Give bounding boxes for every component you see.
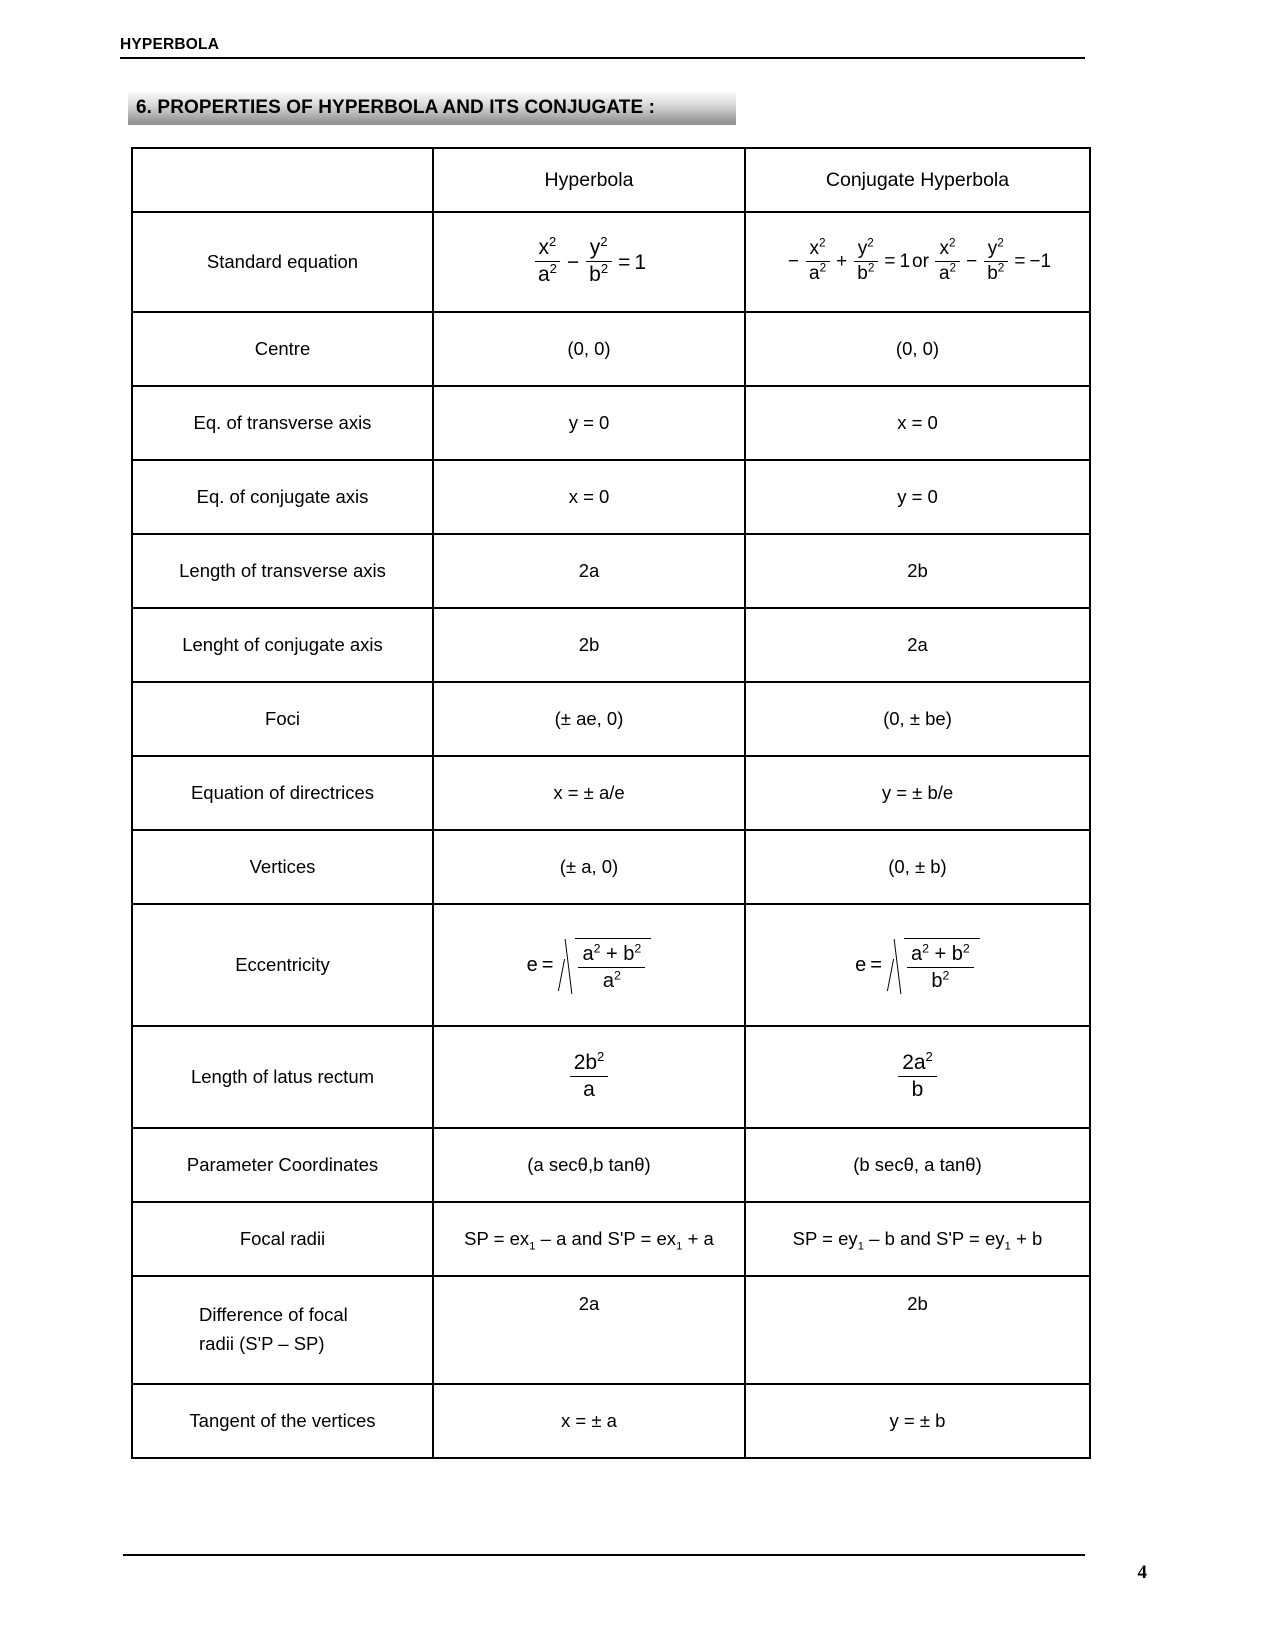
cell-conjugate-vertices: (0, ± b)	[745, 830, 1090, 904]
cell-conjugate-eq-transverse-axis: x = 0	[745, 386, 1090, 460]
row-label-equation-of-directrices: Equation of directrices	[132, 756, 433, 830]
table-row	[132, 1276, 1090, 1384]
cell-hyperbola-equation-of-directrices: x = ± a/e	[433, 756, 745, 830]
cell-conjugate-length-conjugate-axis: 2a	[745, 608, 1090, 682]
table-row	[132, 534, 1090, 608]
table-row	[132, 212, 1090, 312]
section-heading-text: 6. PROPERTIES OF HYPERBOLA AND ITS CONJUGATE :	[136, 97, 656, 118]
cell-conjugate-focal-radii: SP = $ey_1$ – b and $S'P = ey_1 + b$	[745, 1202, 1090, 1276]
cell-conjugate-equation-of-directrices: y = ± b/e	[745, 756, 1090, 830]
cell-conjugate-tangent-of-the-vertices: y = ± b	[745, 1384, 1090, 1458]
row-label-foci: Foci	[132, 682, 433, 756]
table-row	[132, 904, 1090, 1026]
cell-conjugate-centre: (0, 0)	[745, 312, 1090, 386]
row-label-line-2: radii (S'P – SP)	[199, 1333, 325, 1354]
section-heading-banner	[128, 91, 736, 125]
row-label-standard-equation: Standard equation	[132, 212, 433, 312]
table-row	[132, 682, 1090, 756]
cell-hyperbola-eccentricity: e = $\frac{a^2 + b^2}{a^2}$	[433, 904, 745, 1026]
table-row	[132, 460, 1090, 534]
document-running-header	[120, 36, 1085, 59]
row-label-eq-transverse-axis: Eq. of transverse axis	[132, 386, 433, 460]
cell-hyperbola-tangent-of-the-vertices: x = ± a	[433, 1384, 745, 1458]
row-label-difference-of-focal-radii	[132, 1276, 433, 1384]
cell-conjugate-difference-of-focal-radii: 2b	[745, 1276, 1090, 1384]
table-row	[132, 312, 1090, 386]
cell-conjugate-eccentricity: e = $\frac{a^2 + b^2}{b^2}$	[745, 904, 1090, 1026]
cell-conjugate-standard-equation: − $\frac{x^2}{a^2}$ + $\frac{y^2}{b^2}$ = 1 or $\frac{x^2}{a^2}$ − $\frac{y^2}{b^2}$ = −1	[745, 212, 1090, 312]
running-header-title: HYPERBOLA	[120, 36, 220, 53]
row-label-tangent-of-the-vertices: Tangent of the vertices	[132, 1384, 433, 1458]
table-row	[132, 756, 1090, 830]
row-label-focal-radii: Focal radii	[132, 1202, 433, 1276]
cell-hyperbola-standard-equation: $\frac{x^2}{a^2}$ − $\frac{y^2}{b^2}$ = 1	[433, 212, 745, 312]
hyperbola-properties-table	[131, 147, 1091, 1459]
table-row	[132, 830, 1090, 904]
row-label-eq-conjugate-axis: Eq. of conjugate axis	[132, 460, 433, 534]
table-header-row	[132, 148, 1090, 212]
row-label-parameter-coordinates: Parameter Coordinates	[132, 1128, 433, 1202]
cell-hyperbola-vertices: (± a, 0)	[433, 830, 745, 904]
cell-hyperbola-eq-conjugate-axis: x = 0	[433, 460, 745, 534]
cell-conjugate-length-latus-rectum: $\frac{2a^2}{b}$	[745, 1026, 1090, 1128]
row-label-length-conjugate-axis: Lenght of conjugate axis	[132, 608, 433, 682]
table-header-hyperbola: Hyperbola	[433, 148, 745, 212]
cell-hyperbola-length-conjugate-axis: 2b	[433, 608, 745, 682]
cell-hyperbola-parameter-coordinates: (a secθ,b tanθ)	[433, 1128, 745, 1202]
cell-hyperbola-length-transverse-axis: 2a	[433, 534, 745, 608]
table-header-blank	[132, 148, 433, 212]
cell-hyperbola-centre: (0, 0)	[433, 312, 745, 386]
cell-hyperbola-focal-radii: SP = $ex_1$ – a and $S'P = ex_1 + a$	[433, 1202, 745, 1276]
row-label-length-latus-rectum: Length of latus rectum	[132, 1026, 433, 1128]
cell-hyperbola-difference-of-focal-radii: 2a	[433, 1276, 745, 1384]
table-row	[132, 608, 1090, 682]
table-row	[132, 1384, 1090, 1458]
row-label-line-1: Difference of focal	[199, 1304, 348, 1326]
row-label-length-transverse-axis: Length of transverse axis	[132, 534, 433, 608]
page-number: 4	[1137, 1562, 1147, 1583]
table-header-conjugate-hyperbola: Conjugate Hyperbola	[745, 148, 1090, 212]
row-label-centre: Centre	[132, 312, 433, 386]
row-label-eccentricity: Eccentricity	[132, 904, 433, 1026]
cell-hyperbola-foci: (± ae, 0)	[433, 682, 745, 756]
footer-divider-rule	[123, 1554, 1085, 1556]
cell-hyperbola-length-latus-rectum: $\frac{2b^2}{a}$	[433, 1026, 745, 1128]
header-divider-rule	[120, 57, 1085, 59]
cell-hyperbola-eq-transverse-axis: y = 0	[433, 386, 745, 460]
table-row	[132, 1202, 1090, 1276]
table-row	[132, 1128, 1090, 1202]
cell-conjugate-eq-conjugate-axis: y = 0	[745, 460, 1090, 534]
table-row	[132, 1026, 1090, 1128]
cell-conjugate-parameter-coordinates: (b secθ, a tanθ)	[745, 1128, 1090, 1202]
table-row	[132, 386, 1090, 460]
cell-conjugate-length-transverse-axis: 2b	[745, 534, 1090, 608]
cell-conjugate-foci: (0, ± be)	[745, 682, 1090, 756]
row-label-vertices: Vertices	[132, 830, 433, 904]
